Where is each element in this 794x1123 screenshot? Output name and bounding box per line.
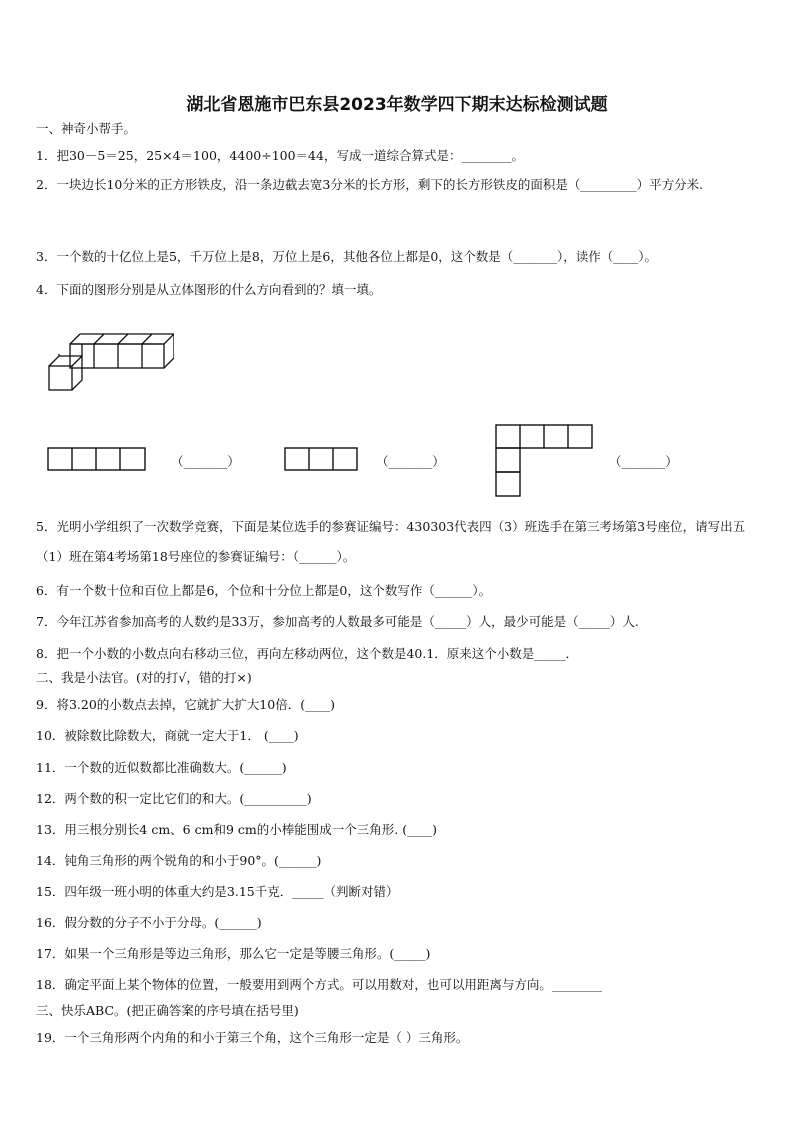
question-5: 5．光明小学组织了一次数学竞赛，下面是某位选手的参赛证编号：430303代表四（3）班选手在第三考场第3号座位，请写出五（1）班在第4考场第18号座位的参赛证编号：（______）。: [36, 519, 746, 564]
question-2: 2．一块边长10分米的正方形铁皮，沿一条边截去宽3分米的长方形，剩下的长方形铁皮的面积是（_________）平方分米.: [36, 177, 704, 192]
question-8: 8．把一个小数的小数点向右移动三位，再向左移动两位，这个数是40.1．原来这个小数是_____．: [36, 646, 579, 661]
page-title: 湖北省恩施市巴东县2023年数学四下期末达标检测试题: [186, 95, 608, 115]
section-heading-2: 二、我是小法官。(对的打√，错的打×): [36, 670, 252, 685]
question-1: 1．把30－5＝25，25×4＝100，4400÷100＝44，写成一道综合算式是：________。: [36, 148, 524, 163]
question-9: 9．将3.20的小数点去掉，它就扩大扩大10倍．(____): [36, 697, 335, 712]
question-11: 11．一个数的近似数都比准确数大。(______): [36, 760, 287, 775]
question-17: 17．如果一个三角形是等边三角形，那么它一定是等腰三角形。(_____): [36, 946, 431, 961]
view-answer-blank-2[interactable]: （_______）: [376, 454, 445, 469]
question-4: 4．下面的图形分别是从立体图形的什么方向看到的？填一填。: [36, 282, 382, 297]
question-19: 19．一个三角形两个内角的和小于第三个角，这个三角形一定是（ ）三角形。: [36, 1030, 469, 1045]
question-3: 3．一个数的十亿位上是5，千万位上是8，万位上是6，其他各位上都是0，这个数是（_______），读作（____）。: [36, 249, 658, 264]
question-14: 14．钝角三角形的两个锐角的和小于90°。(______): [36, 853, 322, 868]
view-figure-3: [495, 424, 595, 500]
question-7: 7．今年江苏省参加高考的人数约是33万，参加高考的人数最多可能是（_____）人，最少可能是（_____）人.: [36, 614, 639, 629]
question-13: 13．用三根分别长4 cm、6 cm和9 cm的小棒能围成一个三角形. (____): [36, 822, 437, 837]
section-heading-3: 三、快乐ABC。(把正确答案的序号填在括号里): [36, 1003, 299, 1018]
question-15: 15．四年级一班小明的体重大约是3.15千克．_____（判断对错）: [36, 884, 399, 899]
question-6: 6．有一个数十位和百位上都是6，个位和十分位上都是0，这个数写作（______）。: [36, 583, 492, 598]
solid-figure: [44, 330, 174, 395]
question-12: 12．两个数的积一定比它们的和大。(__________): [36, 791, 312, 806]
question-18: 18．确定平面上某个物体的位置，一般要用到两个方式。可以用数对，也可以用距离与方向。________: [36, 977, 602, 992]
question-16: 16．假分数的分子不小于分母。(______): [36, 915, 262, 930]
section-heading-1: 一、神奇小帮手。: [36, 121, 137, 136]
question-10: 10．被除数比除数大，商就一定大于1． (____): [36, 728, 299, 743]
view-answer-blank-1[interactable]: （_______）: [171, 454, 240, 469]
view-answer-blank-3[interactable]: （_______）: [609, 454, 678, 469]
view-figure-2: [284, 447, 360, 472]
view-figure-1: [47, 447, 147, 472]
